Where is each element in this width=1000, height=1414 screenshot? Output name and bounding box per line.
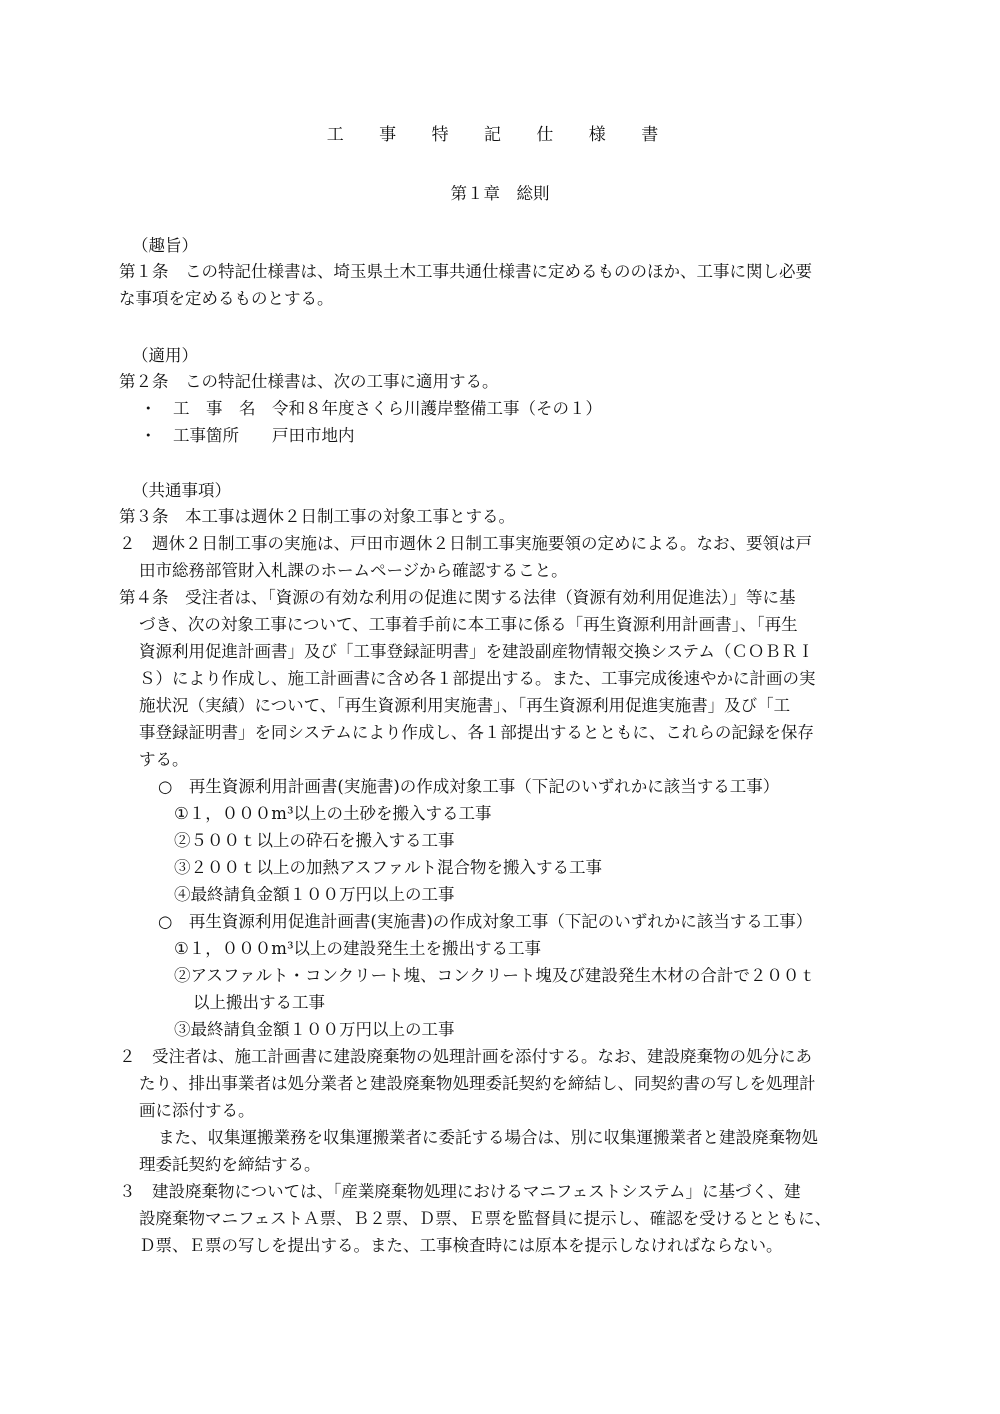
article-3-clause-2: ２ 週休２日制工事の実施は、戸田市週休２日制工事実施要領の定めによる。なお、要領は戸 bbox=[119, 534, 812, 553]
article-2-line: 第２条 この特記仕様書は、次の工事に適用する。 bbox=[119, 372, 499, 391]
article-4-clause-3: 設廃棄物マニフェストＡ票、Ｂ２票、Ｄ票、Ｅ票を監督員に提示し、確認を受けるとともに、 bbox=[139, 1209, 832, 1228]
plan-target-item: ③２００ｔ以上の加熱アスファルト混合物を搬入する工事 bbox=[174, 858, 603, 877]
plan-target-item: ①１，０００m³以上の土砂を搬入する工事 bbox=[174, 804, 492, 823]
article-4-clause-2: 画に添付する。 bbox=[139, 1101, 255, 1120]
article-4-line: Ｓ）により作成し、施工計画書に含め各１部提出する。また、工事完成後速やかに計画の実 bbox=[139, 669, 816, 688]
article-4-clause-3: Ｄ票、Ｅ票の写しを提出する。また、工事検査時には原本を提示しなければならない。 bbox=[139, 1236, 783, 1255]
promotion-target-heading: ○ 再生資源利用促進計画書(実施書)の作成対象工事（下記のいずれかに該当する工事） bbox=[158, 912, 813, 931]
project-name-item: ・ 工 事 名 令和８年度さくら川護岸整備工事（その１） bbox=[140, 399, 602, 418]
promotion-target-item: ③最終請負金額１００万円以上の工事 bbox=[174, 1020, 455, 1039]
promotion-target-item: ②アスファルト・コンクリート塊、コンクリート塊及び建設発生木材の合計で２００ｔ bbox=[174, 966, 816, 985]
project-location-item: ・ 工事箇所 戸田市地内 bbox=[140, 426, 355, 445]
article-4-line: づき、次の対象工事について、工事着手前に本工事に係る「再生資源利用計画書」、「再生 bbox=[139, 615, 798, 634]
article-1-line: 第１条 この特記仕様書は、埼玉県土木工事共通仕様書に定めるもののほか、工事に関し必要 bbox=[119, 262, 812, 281]
article-4-line: 資源利用促進計画書」及び「工事登録証明書」を建設副産物情報交換システム（ＣＯＢＲＩ bbox=[139, 642, 814, 661]
article-4-line: 施状況（実績）について、「再生資源利用実施書」、「再生資源利用促進実施書」及び「工 bbox=[139, 696, 791, 715]
article-4-clause-2: たり、排出事業者は処分業者と建設廃棄物処理委託契約を締結し、同契約書の写しを処理計 bbox=[139, 1074, 816, 1093]
article-1-line: な事項を定めるものとする。 bbox=[119, 289, 334, 308]
article-4-line: 第４条 受注者は、「資源の有効な利用の促進に関する法律（資源有効利用促進法）」等に基 bbox=[119, 588, 796, 607]
plan-target-heading: ○ 再生資源利用計画書(実施書)の作成対象工事（下記のいずれかに該当する工事） bbox=[158, 777, 780, 796]
section-heading-scope: （適用） bbox=[132, 346, 198, 365]
article-4-clause-2: 理委託契約を締結する。 bbox=[139, 1155, 321, 1174]
article-4-clause-2: また、収集運搬業務を収集運搬業者に委託する場合は、別に収集運搬業者と建設廃棄物処 bbox=[158, 1128, 818, 1147]
plan-target-item: ④最終請負金額１００万円以上の工事 bbox=[174, 885, 455, 904]
article-4-line: する。 bbox=[139, 750, 189, 769]
section-heading-purpose: （趣旨） bbox=[132, 236, 198, 255]
chapter-heading: 第１章 総則 bbox=[450, 184, 550, 203]
promotion-target-item: 以上搬出する工事 bbox=[193, 993, 325, 1012]
article-4-clause-3: ３ 建設廃棄物については、「産業廃棄物処理におけるマニフェストシステム」に基づく、建 bbox=[119, 1182, 801, 1201]
section-heading-common: （共通事項） bbox=[132, 481, 231, 500]
article-3-line: 第３条 本工事は週休２日制工事の対象工事とする。 bbox=[119, 507, 515, 526]
document-title: 工 事 特 記 仕 様 書 bbox=[326, 125, 674, 145]
article-4-clause-2: ２ 受注者は、施工計画書に建設廃棄物の処理計画を添付する。なお、建設廃棄物の処分にあ bbox=[119, 1047, 812, 1066]
article-3-clause-2: 田市総務部管財入札課のホームページから確認すること。 bbox=[139, 561, 568, 580]
promotion-target-item: ①１，０００m³以上の建設発生土を搬出する工事 bbox=[174, 939, 542, 958]
plan-target-item: ②５００ｔ以上の砕石を搬入する工事 bbox=[174, 831, 455, 850]
article-4-line: 事登録証明書」を同システムにより作成し、各１部提出するとともに、これらの記録を保存 bbox=[139, 723, 814, 742]
